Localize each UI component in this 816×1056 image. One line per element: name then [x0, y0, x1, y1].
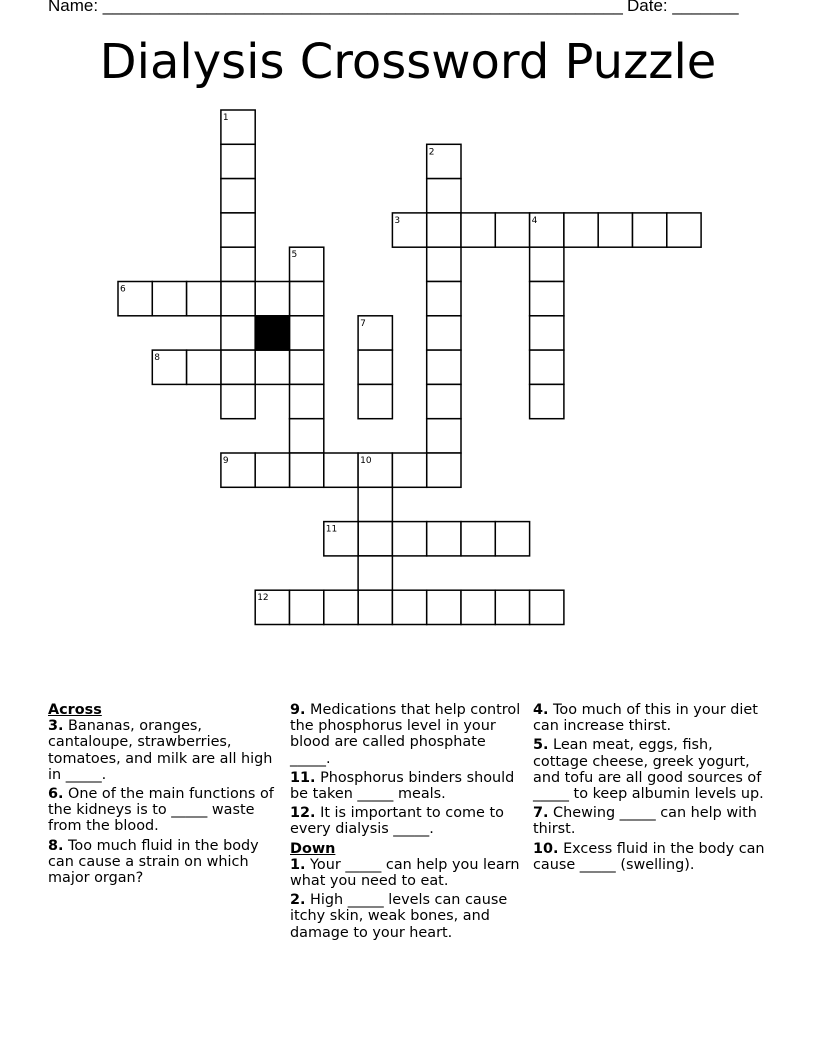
grid-cell[interactable]: [290, 453, 324, 487]
grid-cell[interactable]: [255, 350, 289, 384]
grid-cell[interactable]: [358, 453, 392, 487]
black-cell: [255, 316, 289, 350]
date-field[interactable]: Date: _______: [627, 0, 739, 15]
grid-cell[interactable]: [427, 282, 461, 316]
grid-cell[interactable]: [530, 213, 564, 247]
clue-number-3: 3: [394, 215, 401, 226]
grid-cell[interactable]: [221, 213, 255, 247]
grid-cell[interactable]: [255, 282, 289, 316]
grid-cell[interactable]: [495, 590, 529, 624]
grid-cell[interactable]: [598, 213, 632, 247]
grid-cell[interactable]: [427, 316, 461, 350]
grid-cell[interactable]: [290, 316, 324, 350]
grid-cell[interactable]: [392, 453, 426, 487]
grid-cell[interactable]: [427, 590, 461, 624]
grid-cell[interactable]: [495, 213, 529, 247]
grid-cell[interactable]: [290, 282, 324, 316]
clue-across-8: 8. Too much fluid in the body can cause a strain on which major organ?: [48, 837, 259, 887]
grid-cell[interactable]: [358, 522, 392, 556]
clue-across-6: 6. One of the main functions of the kidneys is to _____ waste from the blood.: [48, 786, 274, 835]
clue-number-12: 12: [257, 593, 269, 604]
grid-cell[interactable]: [221, 316, 255, 350]
clue-number-7: 7: [360, 318, 366, 329]
grid-cell[interactable]: [530, 316, 564, 350]
grid-cell[interactable]: [221, 453, 255, 487]
grid-cell[interactable]: [290, 419, 324, 453]
grid-cell[interactable]: [427, 247, 461, 281]
grid-cell[interactable]: [358, 556, 392, 590]
grid-cell[interactable]: [118, 282, 152, 316]
grid-cell[interactable]: [221, 350, 255, 384]
clue-number-6: 6: [120, 284, 126, 295]
grid-cell[interactable]: [324, 522, 358, 556]
grid-cell[interactable]: [427, 179, 461, 213]
grid-cell[interactable]: [152, 282, 186, 316]
clue-number-8: 8: [154, 353, 161, 364]
grid-cell[interactable]: [461, 522, 495, 556]
across-heading: Across: [48, 702, 102, 718]
page-title: Dialysis Crossword Puzzle: [99, 34, 717, 90]
grid-cell[interactable]: [427, 419, 461, 453]
clue-number-1: 1: [222, 113, 229, 123]
clue-number-4: 4: [531, 215, 538, 226]
grid-cell[interactable]: [255, 590, 289, 624]
clue-across-11: 11. Phosphorus binders should be taken _____ meals.: [290, 769, 515, 803]
grid-cell[interactable]: [290, 247, 324, 281]
grid-cell[interactable]: [290, 590, 324, 624]
grid-cell[interactable]: [495, 522, 529, 556]
grid-cell[interactable]: [324, 590, 358, 624]
grid-cell[interactable]: [564, 213, 598, 247]
clue-number-9: 9: [222, 456, 229, 466]
clue-down-1: 1. Your _____ can help you learn what you need to eat.: [290, 856, 520, 890]
clue-down-4: 4. Too much of this in your diet can increase thirst.: [533, 702, 758, 735]
clue-across-9: 9. Medications that help control the phosphorus level in your blood are called phosphate _____.: [290, 702, 521, 767]
name-field[interactable]: Name: _______________________________________________________: [48, 0, 623, 15]
grid-cell[interactable]: [358, 590, 392, 624]
grid-cell[interactable]: [427, 144, 461, 178]
grid-cell[interactable]: [221, 144, 255, 178]
grid-cell[interactable]: [358, 350, 392, 384]
clue-across-3: 3. Bananas, oranges, cantaloupe, strawberries, tomatoes, and milk are all high in _____.: [48, 718, 273, 783]
clues-column-1: [48, 702, 284, 889]
clue-number-5: 5: [291, 250, 298, 261]
grid-cell[interactable]: [427, 213, 461, 247]
grid-cell[interactable]: [152, 350, 186, 384]
grid-cell[interactable]: [255, 453, 289, 487]
grid-cell[interactable]: [530, 384, 564, 418]
grid-cell[interactable]: [290, 384, 324, 418]
grid-cell[interactable]: [530, 282, 564, 316]
grid-cell[interactable]: [427, 384, 461, 418]
grid-cell[interactable]: [427, 350, 461, 384]
grid-cell[interactable]: [324, 453, 358, 487]
grid-cell[interactable]: [427, 453, 461, 487]
grid-cell[interactable]: [358, 384, 392, 418]
clue-down-2: 2. High _____ levels can cause itchy skin, weak bones, and damage to your heart.: [290, 892, 508, 941]
grid-cell[interactable]: [530, 350, 564, 384]
clue-down-10: 10. Excess fluid in the body can cause _____ (swelling).: [533, 840, 765, 873]
grid-cell[interactable]: [358, 316, 392, 350]
grid-cell[interactable]: [221, 247, 255, 281]
grid-cell[interactable]: [187, 282, 221, 316]
grid-cell[interactable]: [667, 213, 701, 247]
grid-cell[interactable]: [221, 179, 255, 213]
grid-cell[interactable]: [633, 213, 667, 247]
grid-cell[interactable]: [461, 590, 495, 624]
clue-number-11: 11: [325, 524, 338, 535]
grid-cell[interactable]: [530, 590, 564, 624]
grid-cell[interactable]: [358, 487, 392, 521]
grid-cell[interactable]: [187, 350, 221, 384]
grid-cell[interactable]: [392, 213, 426, 247]
grid-cell[interactable]: [461, 213, 495, 247]
grid-cell[interactable]: [530, 247, 564, 281]
clues-column-2: [290, 702, 526, 944]
clue-across-12: 12. It is important to come to every dialysis _____.: [290, 805, 504, 838]
down-heading: Down: [290, 840, 336, 857]
clue-down-5: 5. Lean meat, eggs, fish, cottage cheese, greek yogurt, and tofu are all good sources of _____ to keep albumin levels up.: [533, 737, 764, 803]
grid-cell[interactable]: [427, 522, 461, 556]
grid-cell[interactable]: [221, 384, 255, 418]
clue-number-10: 10: [360, 456, 372, 466]
grid-cell[interactable]: [392, 522, 426, 556]
clue-number-2: 2: [428, 147, 435, 158]
grid-cell[interactable]: [221, 110, 255, 144]
clue-down-7: 7. Chewing _____ can help with thirst.: [533, 805, 757, 838]
clues-column-3: [533, 702, 769, 876]
grid-cell[interactable]: [290, 350, 324, 384]
grid-cell[interactable]: [392, 590, 426, 624]
grid-cell[interactable]: [221, 282, 255, 316]
